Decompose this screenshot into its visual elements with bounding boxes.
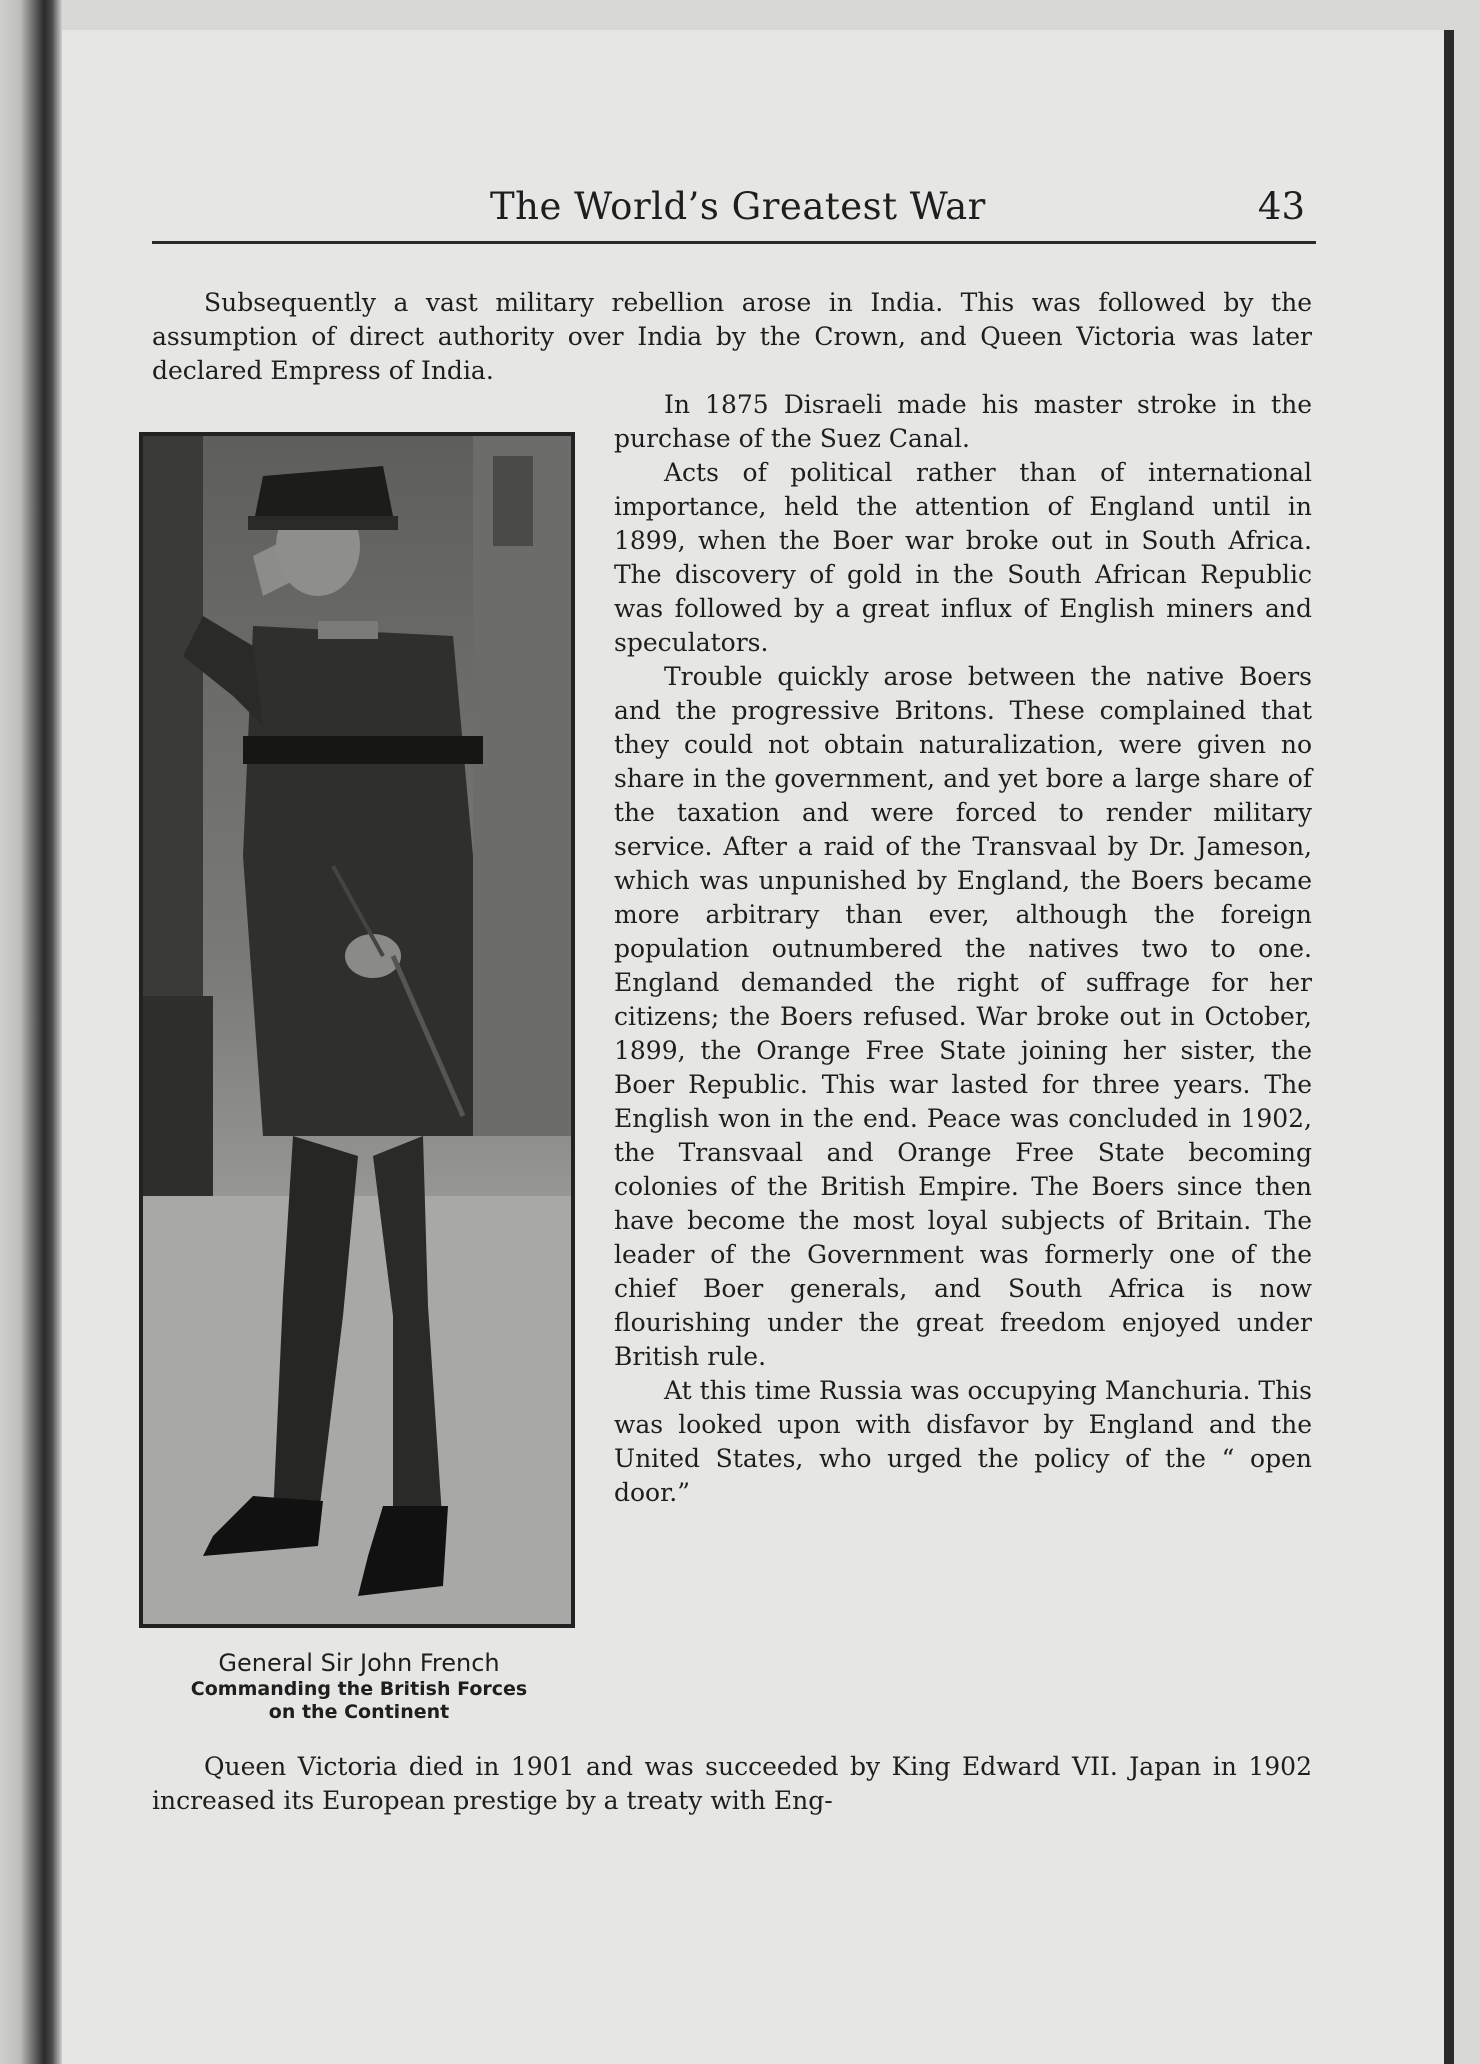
right-text-column: [614, 388, 1312, 1510]
bottom-text-block: [152, 1750, 1312, 1818]
photo-caption: [139, 1648, 579, 1724]
paragraph-india-rebellion: Subsequently a vast military rebellion arose in India. This was followed by the assumption of direct authority over India by the Crown, and Queen Victoria was later declared Empress of India.: [152, 288, 1312, 385]
page-number: 43: [1257, 185, 1305, 228]
paragraph-queen-victoria-death: Queen Victoria died in 1901 and was succeeded by King Edward VII. Japan in 1902 increased its European prestige by a treaty with Eng-: [152, 1752, 1312, 1815]
caption-name: General Sir John French: [218, 1649, 500, 1677]
paragraph-boer-war-origin: Acts of political rather than of international importance, held the attention of England until in 1899, when the Boer war broke out in South Africa. The discovery of gold in the South African Republic was followed by a great influx of English miners and speculators.: [614, 458, 1312, 657]
caption-subtitle-line2: on the Continent: [268, 1701, 450, 1723]
photograph-general-french: [139, 432, 575, 1628]
paragraph-manchuria: At this time Russia was occupying Manchuria. This was looked upon with disfavor by England and the United States, who urged the policy of the “ open door.”: [614, 1376, 1313, 1507]
running-head-title: The World’s Greatest War: [490, 185, 986, 228]
paragraph-boer-war-details: Trouble quickly arose between the native Boers and the progressive Britons. These complained that they could not obtain naturalization, were given no share in the government, and yet bore a large share of the taxation and were forced to render military service. After a raid of the Transvaal by Dr. Jameson, which was unpunished by England, the Boers became more arbitrary than ever, although the foreign population outnumbered the natives two to one. England demanded the right of suffrage for her citizens; the Boers refused. War broke out in October, 1899, the Orange Free State joining her sister, the Boer Republic. This war lasted for three years. The English won in the end. Peace was concluded in 1902, the Transvaal and Orange Free State becoming colonies of the British Empire. The Boers since then have become the most loyal subjects of Britain. The leader of the Government was formerly one of the chief Boer generals, and South Africa is now flourishing under the great freedom enjoyed under British rule.: [614, 662, 1312, 1371]
caption-subtitle-line1: Commanding the British Forces: [190, 1678, 528, 1700]
paragraph-suez-canal: In 1875 Disraeli made his master stroke in the purchase of the Suez Canal.: [614, 390, 1312, 453]
header-rule: [152, 241, 1316, 244]
book-binding: [0, 0, 62, 2064]
